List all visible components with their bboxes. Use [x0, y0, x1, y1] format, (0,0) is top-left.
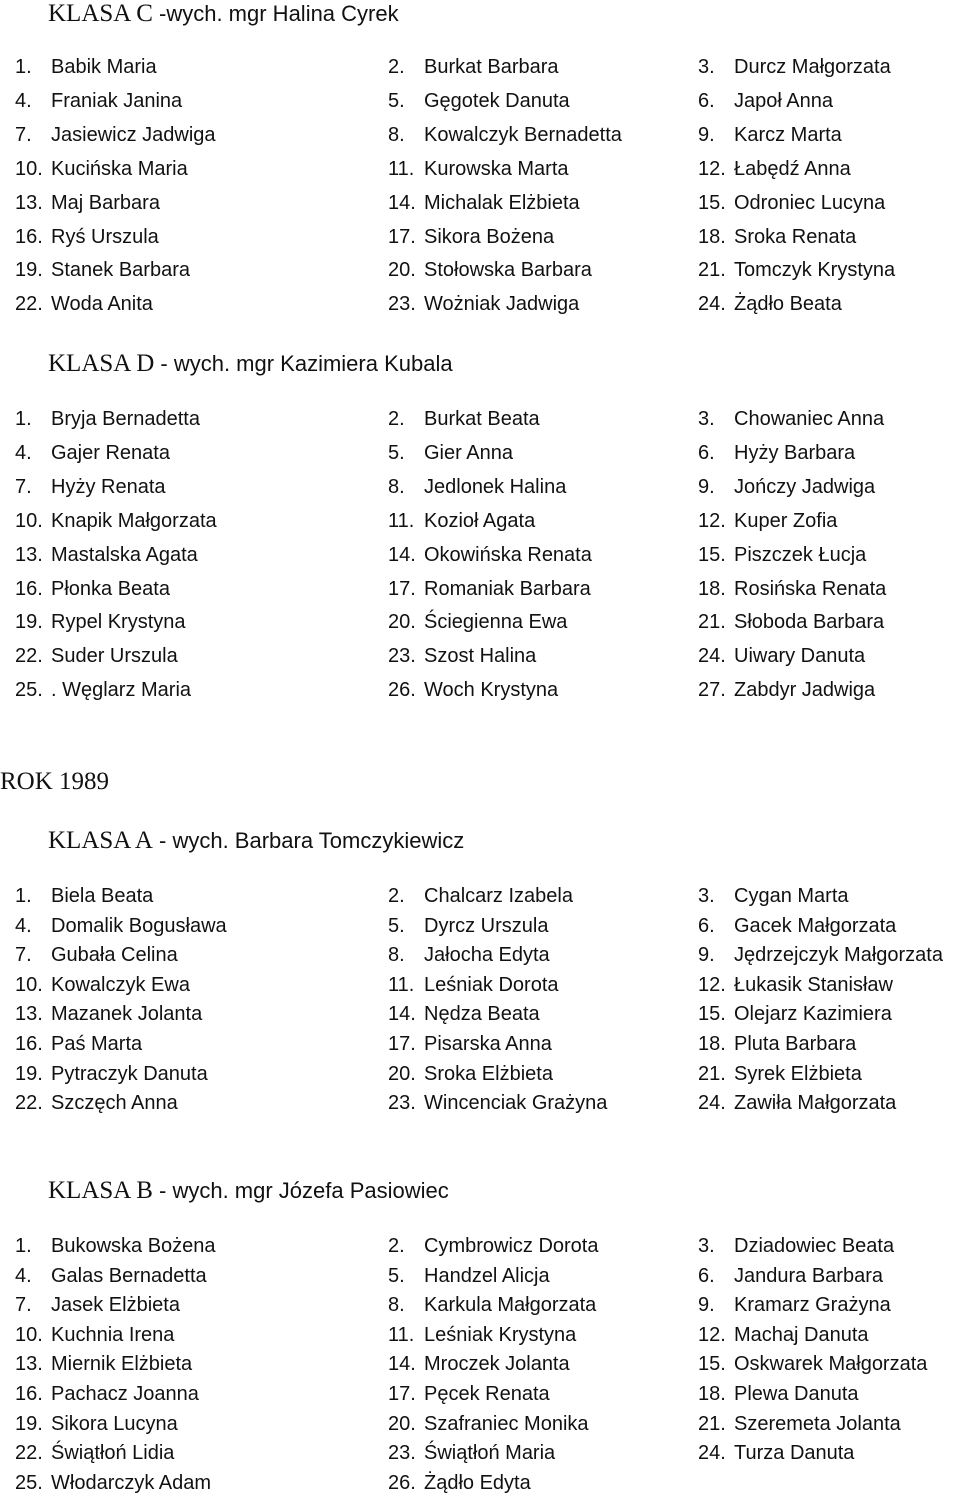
item-number: 10. [15, 974, 43, 996]
student-name: Olejarz Kazimiera [734, 1003, 892, 1025]
item-number: 25. [15, 1472, 43, 1494]
student-name: Japoł Anna [734, 90, 833, 112]
list-row [15, 915, 960, 945]
student-name: Szafraniec Monika [424, 1413, 589, 1435]
teacher-label: - wych. mgr Józefa Pasiowiec [152, 1178, 449, 1203]
teacher-label: - wych. Barbara Tomczykiewicz [152, 828, 465, 853]
list-row [15, 226, 960, 256]
item-number: 22. [15, 293, 43, 315]
item-number: 10. [15, 510, 43, 532]
item-number: 9. [698, 476, 715, 498]
item-number: 6. [698, 442, 715, 464]
year-heading: ROK 1989 [0, 768, 110, 795]
item-number: 17. [388, 1383, 416, 1405]
student-name: Maj Barbara [51, 192, 160, 214]
list-row [15, 885, 960, 915]
section-heading [48, 0, 399, 28]
student-name: Żądło Beata [734, 293, 842, 315]
student-name: Ryś Urszula [51, 226, 159, 248]
student-name: Okowińska Renata [424, 544, 592, 566]
item-number: 18. [698, 578, 726, 600]
item-number: 1. [15, 56, 32, 78]
student-name: Sikora Bożena [424, 226, 555, 248]
student-name: Świątłoń Lidia [51, 1442, 175, 1464]
student-name: Woda Anita [51, 293, 153, 315]
item-number: 4. [15, 1265, 32, 1287]
item-number: 3. [698, 1235, 715, 1257]
item-number: 8. [388, 476, 405, 498]
teacher-label: - wych. mgr Kazimiera Kubala [154, 351, 453, 376]
student-name: Sikora Lucyna [51, 1413, 178, 1435]
list-row [15, 510, 960, 540]
student-name: Włodarczyk Adam [51, 1472, 212, 1494]
item-number: 21. [698, 611, 726, 633]
item-number: 8. [388, 124, 405, 146]
item-number: 16. [15, 1033, 43, 1055]
item-number: 20. [388, 1413, 416, 1435]
student-name: Kurowska Marta [424, 158, 569, 180]
student-name: Mazanek Jolanta [51, 1003, 203, 1025]
list-row [15, 476, 960, 506]
item-number: 9. [698, 944, 715, 966]
student-name: Romaniak Barbara [424, 578, 591, 600]
student-name: Turza Danuta [734, 1442, 855, 1464]
item-number: 13. [15, 1353, 43, 1375]
item-number: 10. [15, 158, 43, 180]
student-name: Pachacz Joanna [51, 1383, 199, 1405]
list-row [15, 408, 960, 438]
list-row [15, 158, 960, 188]
item-number: 15. [698, 192, 726, 214]
student-name: Jasiewicz Jadwiga [51, 124, 216, 146]
student-name: Chowaniec Anna [734, 408, 885, 430]
student-name: Pisarska Anna [424, 1033, 552, 1055]
list-row [15, 293, 960, 323]
item-number: 20. [388, 1063, 416, 1085]
klasa-label: KLASA B [48, 1177, 153, 1204]
student-name: Mroczek Jolanta [424, 1353, 570, 1375]
item-number: 15. [698, 1353, 726, 1375]
item-number: 2. [388, 885, 405, 907]
student-name: Kuper Zofia [734, 510, 838, 532]
student-name: Mastalska Agata [51, 544, 198, 566]
student-name: Jończy Jadwiga [734, 476, 876, 498]
section-heading [48, 827, 464, 855]
student-name: Biela Beata [51, 885, 154, 907]
list-row [15, 679, 960, 709]
student-name: Wincenciak Grażyna [424, 1092, 608, 1114]
item-number: 16. [15, 226, 43, 248]
student-name: Gęgotek Danuta [424, 90, 570, 112]
student-name: Wożniak Jadwiga [424, 293, 580, 315]
item-number: 24. [698, 1092, 726, 1114]
item-number: 1. [15, 1235, 32, 1257]
list-row [15, 442, 960, 472]
klasa-label: KLASA C [48, 0, 153, 27]
student-name: Pęcek Renata [424, 1383, 550, 1405]
item-number: 18. [698, 1033, 726, 1055]
student-name: Leśniak Dorota [424, 974, 559, 996]
student-name: Cymbrowicz Dorota [424, 1235, 599, 1257]
item-number: 13. [15, 1003, 43, 1025]
student-name: Rosińska Renata [734, 578, 887, 600]
item-number: 6. [698, 915, 715, 937]
list-row [15, 1265, 960, 1295]
list-row [15, 90, 960, 120]
student-name: Karcz Marta [734, 124, 842, 146]
item-number: 23. [388, 1092, 416, 1114]
list-row [15, 124, 960, 154]
item-number: 22. [15, 645, 43, 667]
item-number: 19. [15, 611, 43, 633]
student-name: Michalak Elżbieta [424, 192, 580, 214]
student-name: Gubała Celina [51, 944, 178, 966]
student-name: Handzel Alicja [424, 1265, 550, 1287]
item-number: 24. [698, 1442, 726, 1464]
student-name: Gajer Renata [51, 442, 170, 464]
item-number: 2. [388, 1235, 405, 1257]
student-name: Dyrcz Urszula [424, 915, 549, 937]
item-number: 8. [388, 944, 405, 966]
student-name: Kowalczyk Ewa [51, 974, 190, 996]
item-number: 6. [698, 1265, 715, 1287]
item-number: 23. [388, 293, 416, 315]
item-number: 14. [388, 1003, 416, 1025]
student-name: Sroka Elżbieta [424, 1063, 553, 1085]
student-name: Sroka Renata [734, 226, 857, 248]
student-name: Kuchnia Irena [51, 1324, 175, 1346]
student-name: Pytraczyk Danuta [51, 1063, 208, 1085]
student-name: Piszczek Łucja [734, 544, 867, 566]
item-number: 7. [15, 124, 32, 146]
item-number: 21. [698, 1413, 726, 1435]
student-name: Machaj Danuta [734, 1324, 869, 1346]
student-name: Jędrzejczyk Małgorzata [734, 944, 943, 966]
student-name: Nędza Beata [424, 1003, 540, 1025]
list-row [15, 192, 960, 222]
student-name: Kramarz Grażyna [734, 1294, 891, 1316]
section-heading [48, 1177, 449, 1205]
item-number: 17. [388, 578, 416, 600]
student-name: Kucińska Maria [51, 158, 188, 180]
item-number: 9. [698, 1294, 715, 1316]
list-row [15, 1033, 960, 1063]
item-number: 3. [698, 408, 715, 430]
item-number: 4. [15, 90, 32, 112]
item-number: 21. [698, 1063, 726, 1085]
student-name: Stanek Barbara [51, 259, 190, 281]
student-name: Jasek Elżbieta [51, 1294, 180, 1316]
student-name: Kozioł Agata [424, 510, 536, 532]
student-name: Uiwary Danuta [734, 645, 866, 667]
student-name: Bryja Bernadetta [51, 408, 200, 430]
item-number: 2. [388, 408, 405, 430]
student-name: Franiak Janina [51, 90, 183, 112]
student-name: Żądło Edyta [424, 1472, 531, 1494]
student-name: Słoboda Barbara [734, 611, 885, 633]
item-number: 19. [15, 1063, 43, 1085]
item-number: 7. [15, 476, 32, 498]
item-number: 21. [698, 259, 726, 281]
student-name: Kowalczyk Bernadetta [424, 124, 622, 146]
student-name: Karkula Małgorzata [424, 1294, 597, 1316]
klasa-label: KLASA A [48, 827, 153, 854]
item-number: 17. [388, 226, 416, 248]
list-row [15, 1063, 960, 1093]
student-name: Suder Urszula [51, 645, 178, 667]
list-row [15, 1442, 960, 1472]
student-name: Stołowska Barbara [424, 259, 592, 281]
list-row [15, 1353, 960, 1383]
student-name: Szeremeta Jolanta [734, 1413, 901, 1435]
item-number: 5. [388, 915, 405, 937]
student-name: Jedlonek Halina [424, 476, 567, 498]
student-name: Tomczyk Krystyna [734, 259, 896, 281]
item-number: 10. [15, 1324, 43, 1346]
item-number: 26. [388, 679, 416, 701]
item-number: 15. [698, 1003, 726, 1025]
student-name: Leśniak Krystyna [424, 1324, 577, 1346]
item-number: 14. [388, 192, 416, 214]
item-number: 15. [698, 544, 726, 566]
item-number: 6. [698, 90, 715, 112]
item-number: 11. [388, 510, 415, 532]
item-number: 2. [388, 56, 405, 78]
student-name: Domalik Bogusława [51, 915, 227, 937]
student-name: Ściegienna Ewa [424, 611, 568, 633]
item-number: 1. [15, 408, 32, 430]
item-number: 16. [15, 1383, 43, 1405]
student-name: Woch Krystyna [424, 679, 559, 701]
item-number: 14. [388, 544, 416, 566]
student-name: Burkat Beata [424, 408, 540, 430]
item-number: 11. [388, 158, 415, 180]
student-name: Gacek Małgorzata [734, 915, 897, 937]
student-name: Szczęch Anna [51, 1092, 178, 1114]
item-number: 12. [698, 158, 726, 180]
item-number: 23. [388, 1442, 416, 1464]
student-name: Łukasik Stanisław [734, 974, 893, 996]
student-name: Gier Anna [424, 442, 513, 464]
item-number: 17. [388, 1033, 416, 1055]
item-number: 24. [698, 293, 726, 315]
item-number: 22. [15, 1442, 43, 1464]
list-row [15, 1235, 960, 1265]
item-number: 14. [388, 1353, 416, 1375]
item-number: 9. [698, 124, 715, 146]
student-name: Dziadowiec Beata [734, 1235, 895, 1257]
item-number: 13. [15, 192, 43, 214]
list-row [15, 56, 960, 86]
student-name: Hyży Renata [51, 476, 166, 498]
list-row [15, 1383, 960, 1413]
item-number: 11. [388, 1324, 415, 1346]
list-row [15, 611, 960, 641]
teacher-label: -wych. mgr Halina Cyrek [152, 1, 399, 26]
student-name: Paś Marta [51, 1033, 143, 1055]
list-row [15, 645, 960, 675]
student-name: Plewa Danuta [734, 1383, 859, 1405]
item-number: 7. [15, 1294, 32, 1316]
student-name: Świątłoń Maria [424, 1442, 556, 1464]
item-number: 4. [15, 442, 32, 464]
item-number: 19. [15, 259, 43, 281]
student-name: Miernik Elżbieta [51, 1353, 193, 1375]
list-row [15, 944, 960, 974]
list-row [15, 1003, 960, 1033]
student-name: Babik Maria [51, 56, 157, 78]
item-number: 12. [698, 974, 726, 996]
student-name: Oskwarek Małgorzata [734, 1353, 928, 1375]
item-number: 1. [15, 885, 32, 907]
student-name: Łabędź Anna [734, 158, 851, 180]
item-number: 25. [15, 679, 43, 701]
list-row [15, 1324, 960, 1354]
item-number: 4. [15, 915, 32, 937]
student-name: Burkat Barbara [424, 56, 559, 78]
item-number: 5. [388, 442, 405, 464]
student-name: Knapik Małgorzata [51, 510, 217, 532]
list-row [15, 1413, 960, 1443]
list-row [15, 1472, 960, 1502]
item-number: 5. [388, 1265, 405, 1287]
item-number: 20. [388, 259, 416, 281]
student-name: Cygan Marta [734, 885, 849, 907]
student-name: Chalcarz Izabela [424, 885, 573, 907]
item-number: 22. [15, 1092, 43, 1114]
klasa-label: KLASA D [48, 350, 155, 377]
item-number: 3. [698, 56, 715, 78]
list-row [15, 974, 960, 1004]
student-name: Szost Halina [424, 645, 537, 667]
section-heading [48, 350, 453, 378]
student-name: Zabdyr Jadwiga [734, 679, 876, 701]
list-row [15, 259, 960, 289]
list-row [15, 578, 960, 608]
item-number: 18. [698, 226, 726, 248]
list-row [15, 1092, 960, 1122]
student-name: Zawiła Małgorzata [734, 1092, 897, 1114]
student-name: Bukowska Bożena [51, 1235, 216, 1257]
student-name: Jałocha Edyta [424, 944, 550, 966]
list-row [15, 544, 960, 574]
student-name: Syrek Elżbieta [734, 1063, 862, 1085]
item-number: 12. [698, 1324, 726, 1346]
item-number: 11. [388, 974, 415, 996]
item-number: 3. [698, 885, 715, 907]
student-name: Jandura Barbara [734, 1265, 883, 1287]
item-number: 27. [698, 679, 726, 701]
item-number: 13. [15, 544, 43, 566]
item-number: 20. [388, 611, 416, 633]
student-name: Rypel Krystyna [51, 611, 186, 633]
item-number: 16. [15, 578, 43, 600]
item-number: 19. [15, 1413, 43, 1435]
item-number: 12. [698, 510, 726, 532]
item-number: 7. [15, 944, 32, 966]
student-name: Galas Bernadetta [51, 1265, 207, 1287]
item-number: 18. [698, 1383, 726, 1405]
student-name: Płonka Beata [51, 578, 170, 600]
student-name: . Węglarz Maria [51, 679, 192, 701]
student-name: Durcz Małgorzata [734, 56, 891, 78]
student-name: Odroniec Lucyna [734, 192, 886, 214]
item-number: 5. [388, 90, 405, 112]
item-number: 24. [698, 645, 726, 667]
item-number: 8. [388, 1294, 405, 1316]
item-number: 23. [388, 645, 416, 667]
list-row [15, 1294, 960, 1324]
student-name: Hyży Barbara [734, 442, 856, 464]
student-name: Pluta Barbara [734, 1033, 857, 1055]
item-number: 26. [388, 1472, 416, 1494]
